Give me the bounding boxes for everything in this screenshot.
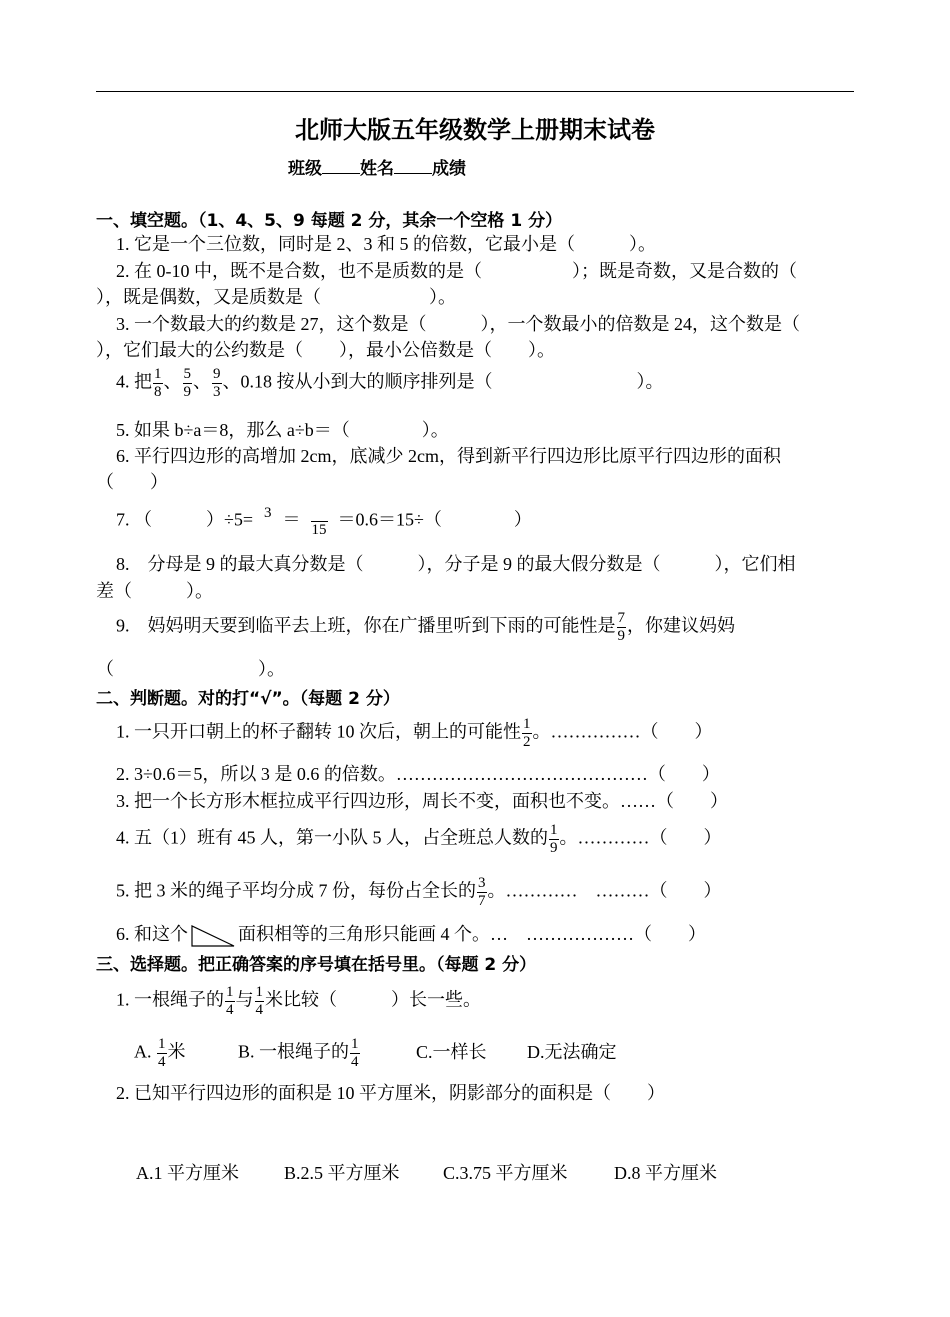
top-rule (96, 91, 854, 92)
numerator-blank[interactable] (311, 504, 328, 522)
fraction (153, 366, 163, 401)
s3-q1-text-post: 米比较（ ）长一些。 (265, 989, 481, 1010)
s3-q1-option-d[interactable]: D.无法确定 (527, 1042, 617, 1062)
fraction (311, 504, 328, 539)
fraction (157, 1036, 167, 1071)
numerator: 1 (351, 1036, 359, 1052)
fraction (255, 984, 265, 1019)
s1-q2-line2: ），既是偶数，又是质数是（ ）。 (96, 287, 456, 307)
denominator: 4 (255, 1002, 263, 1018)
s3-q1-option-a[interactable] (134, 1036, 186, 1071)
denominator: 9 (550, 840, 558, 856)
numerator: 3 (478, 875, 486, 891)
s1-q8-line2: 差（ ）。 (96, 581, 213, 601)
option-b-label: B. 一根绳子的 (238, 1041, 350, 1062)
s3-q2: 2. 已知平行四边形的面积是 10 平方厘米，阴影部分的面积是（ ） (116, 1083, 665, 1103)
student-info-line (288, 154, 466, 179)
denominator: 4 (158, 1054, 166, 1070)
s1-q9-line2: （ ）。 (96, 659, 285, 679)
s1-q9 (116, 610, 735, 645)
s1-q8-line1: 8. 分母是 9 的最大真分数是（ ），分子是 9 的最大假分数是（ ），它们相 (116, 554, 796, 574)
denominator-blank[interactable] (263, 522, 273, 539)
name-label: 姓名 (360, 159, 394, 179)
option-a-label: A. (134, 1041, 152, 1062)
fraction (617, 610, 627, 645)
fraction (477, 875, 487, 910)
denominator: 3 (213, 384, 221, 400)
s3-q2-option-c[interactable]: C.3.75 平方厘米 (443, 1163, 568, 1183)
fraction (183, 366, 193, 401)
s2-q5-text-post: 。………… ………（ ） (487, 880, 722, 901)
s1-q7-text-post: ＝0.6＝15÷（ ） (337, 509, 532, 530)
name-blank[interactable] (394, 159, 432, 174)
s3-q2-option-d[interactable]: D.8 平方厘米 (614, 1163, 717, 1183)
numerator: 1 (158, 1036, 166, 1052)
s2-q6 (116, 922, 706, 948)
s1-q9-text-pre: 9. 妈妈明天要到临平去上班，你在广播里听到下雨的可能性是 (116, 615, 616, 636)
equals-sign: ＝ (282, 509, 301, 530)
numerator: 3 (264, 504, 272, 521)
section3-heading: 三、选择题。把正确答案的序号填在括号里。（每题 2 分） (96, 955, 537, 975)
numerator: 1 (226, 984, 234, 1000)
fraction (212, 366, 222, 401)
s3-q1-option-b[interactable] (238, 1036, 361, 1071)
separator: 、 (193, 371, 211, 392)
s1-q3-line2: ），它们最大的公约数是（ ），最小公倍数是（ ）。 (96, 340, 555, 360)
s2-q5 (116, 875, 722, 910)
s1-q6-line2: （ ） (96, 472, 168, 492)
numerator: 7 (617, 610, 625, 626)
s2-q4 (116, 822, 722, 857)
s2-q6-text-pre: 6. 和这个 (116, 924, 188, 944)
denominator: 15 (311, 522, 327, 538)
section2-heading: 二、判断题。对的打“√”。（每题 2 分） (96, 689, 400, 709)
s2-q3: 3. 把一个长方形木框拉成平行四边形，周长不变，面积也不变。……（ ） (116, 791, 728, 811)
s2-q4-text-pre: 4. 五（1）班有 45 人，第一小队 5 人，占全班总人数的 (116, 827, 548, 848)
fraction (549, 822, 559, 857)
class-label: 班级 (288, 159, 322, 179)
numerator: 9 (213, 366, 221, 382)
fraction (263, 505, 273, 539)
s3-q1-option-c[interactable]: C.一样长 (416, 1042, 487, 1062)
s3-q1-text-mid: 与 (235, 989, 254, 1010)
s2-q1 (116, 716, 713, 751)
denominator: 4 (351, 1054, 359, 1070)
s1-q3-line1: 3. 一个数最大的约数是 27，这个数是（ ），一个数最小的倍数是 24，这个数是（ (116, 314, 800, 334)
s1-q4 (116, 366, 664, 401)
denominator: 4 (226, 1002, 234, 1018)
s3-q1 (116, 984, 481, 1019)
fraction (225, 984, 235, 1019)
numerator: 1 (154, 366, 162, 382)
fraction (350, 1036, 360, 1071)
denominator: 8 (154, 384, 162, 400)
score-label: 成绩 (432, 159, 466, 179)
s1-q4-text-post: 、0.18 按从小到大的顺序排列是（ ）。 (222, 371, 664, 392)
s1-q1: 1. 它是一个三位数，同时是 2、3 和 5 的倍数，它最小是（ ）。 (116, 234, 656, 254)
s1-q6-line1: 6. 平行四边形的高增加 2cm，底减少 2cm，得到新平行四边形比原平行四边形的面积 (116, 446, 781, 466)
class-blank[interactable] (322, 159, 360, 174)
s1-q7-text-pre: 7. （ ）÷5= (116, 509, 254, 530)
s2-q4-text-post: 。…………（ ） (559, 827, 722, 848)
s1-q7 (116, 504, 532, 539)
s2-q6-text-post: 面积相等的三角形只能画 4 个。… ………………（ ） (238, 924, 706, 944)
s1-q4-text-pre: 4. 把 (116, 371, 152, 392)
s2-q1-text-pre: 1. 一只开口朝上的杯子翻转 10 次后，朝上的可能性 (116, 721, 521, 742)
separator: 、 (163, 371, 182, 392)
section1-heading: 一、填空题。（1、4、5、9 每题 2 分，其余一个空格 1 分） (96, 211, 563, 231)
s2-q2: 2. 3÷0.6＝5，所以 3 是 0.6 的倍数。……………………………………（ ） (116, 764, 720, 784)
denominator: 9 (183, 384, 191, 400)
s3-q1-text-pre: 1. 一根绳子的 (116, 989, 224, 1010)
s1-q9-text-post: ，你建议妈妈 (627, 615, 735, 636)
s1-q5: 5. 如果 b÷a＝8，那么 a÷b＝（ ）。 (116, 420, 449, 440)
page-title: 北师大版五年级数学上册期末试卷 (295, 116, 655, 144)
right-triangle-icon (190, 924, 236, 948)
numerator: 1 (550, 822, 558, 838)
s1-q2-line1: 2. 在 0-10 中，既不是合数，也不是质数的是（ ）；既是奇数，又是合数的（ (116, 261, 797, 281)
denominator: 7 (478, 893, 486, 909)
fraction (522, 716, 532, 751)
s3-q2-option-b[interactable]: B.2.5 平方厘米 (284, 1163, 400, 1183)
denominator: 9 (617, 628, 625, 644)
option-a-unit: 米 (167, 1041, 186, 1062)
s3-q2-option-a[interactable]: A.1 平方厘米 (136, 1163, 239, 1183)
s2-q5-text-pre: 5. 把 3 米的绳子平均分成 7 份，每份占全长的 (116, 880, 476, 901)
s2-q1-text-post: 。……………（ ） (532, 721, 713, 742)
numerator: 5 (183, 366, 191, 382)
numerator: 1 (523, 716, 531, 732)
denominator: 2 (523, 734, 531, 750)
numerator: 1 (255, 984, 263, 1000)
